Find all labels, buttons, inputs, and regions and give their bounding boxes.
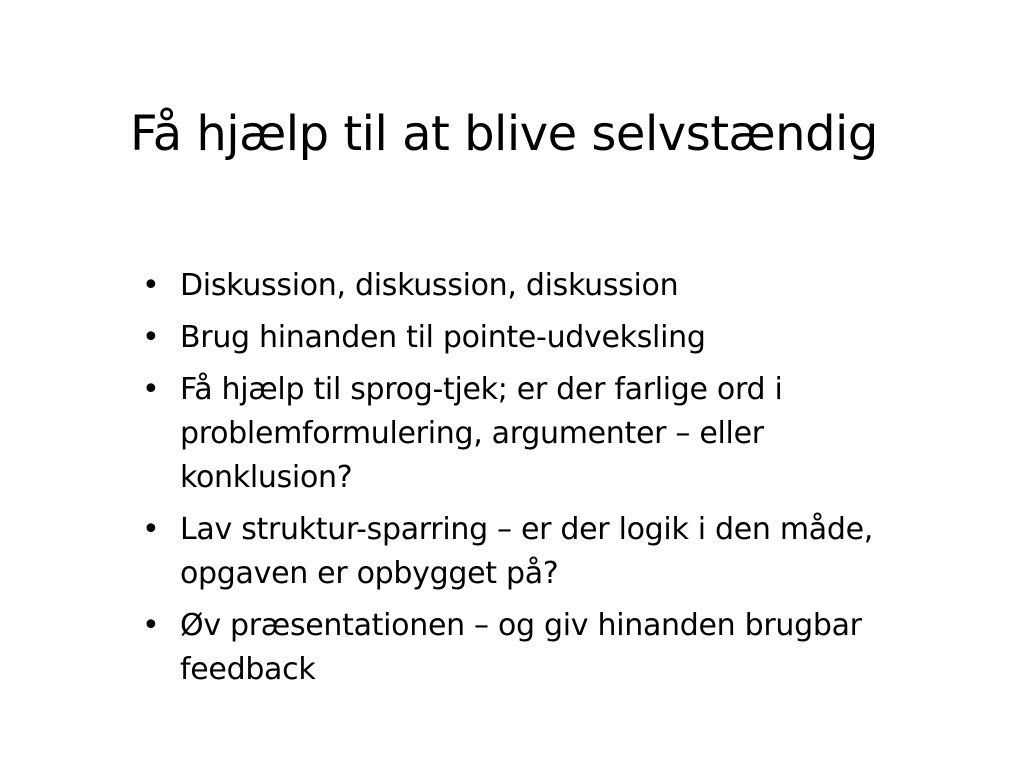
bullet-icon: • — [142, 320, 160, 355]
bullet-item — [140, 264, 900, 308]
slide-title: Få hjælp til at blive selvstændig — [130, 106, 878, 162]
bullet-text: Få hjælp til sprog-tjek; er der farlige ord i problemformulering, argumenter – eller konklusion? — [180, 372, 783, 495]
bullet-item — [140, 316, 900, 360]
bullet-item — [140, 368, 900, 500]
bullet-text: Diskussion, diskussion, diskussion — [180, 268, 679, 303]
bullet-icon: • — [142, 268, 160, 303]
bullet-list — [140, 264, 900, 700]
bullet-icon: • — [142, 372, 160, 407]
bullet-text: Brug hinanden til pointe-udveksling — [180, 320, 706, 355]
bullet-text: Øv præsentationen – og giv hinanden brugbar feedback — [180, 608, 862, 687]
bullet-text: Lav struktur-sparring – er der logik i den måde, opgaven er opbygget på? — [180, 512, 874, 591]
bullet-item — [140, 604, 900, 692]
bullet-icon: • — [142, 512, 160, 547]
bullet-icon: • — [142, 608, 160, 643]
bullet-item — [140, 508, 900, 596]
